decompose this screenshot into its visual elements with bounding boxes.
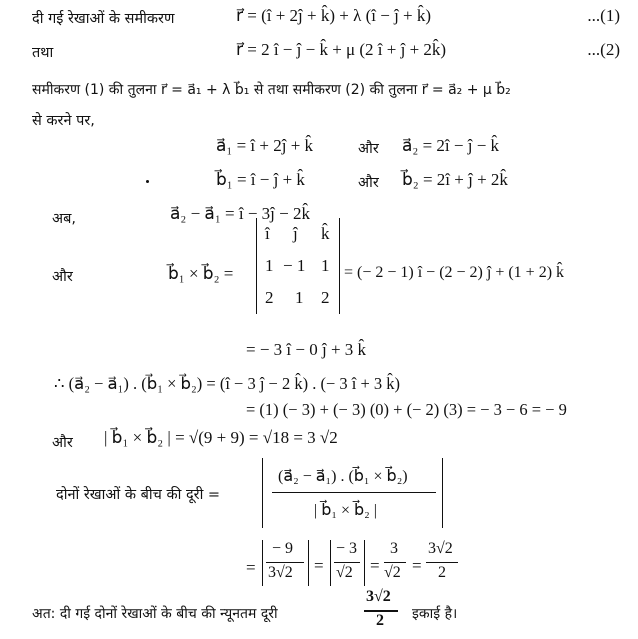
stray-dot bbox=[146, 180, 149, 183]
det-cell: 1 bbox=[295, 288, 304, 307]
abs-bar bbox=[262, 540, 263, 586]
det-cell: 2 bbox=[321, 288, 330, 307]
abs-bar bbox=[364, 540, 365, 586]
dot-product-result: = (1) (− 3) + (− 3) (0) + (− 2) (3) = − 3 − 6 = − 9 bbox=[246, 400, 567, 419]
abs-bar bbox=[330, 540, 331, 586]
frac3-den: √2 bbox=[384, 564, 401, 581]
frac1-num: − 9 bbox=[272, 540, 294, 557]
b2-vector: b⃗₂ = 2î + ĵ + 2k̂ bbox=[402, 170, 508, 189]
equals-sign: = bbox=[412, 556, 422, 575]
a2-vector: a⃗₂ = 2î − ĵ − k̂ bbox=[402, 136, 500, 155]
equals-sign: = bbox=[314, 556, 324, 575]
det-cell: 2 bbox=[265, 288, 274, 307]
b1-vector: b⃗₁ = î − ĵ + k̂ bbox=[216, 170, 305, 189]
a2-minus-a1: a⃗₂ − a⃗₁ = î − 3ĵ − 2k̂ bbox=[170, 204, 310, 223]
frac4-bar bbox=[426, 562, 458, 563]
conclusion-frac-num: 3√2 bbox=[366, 588, 391, 605]
aur-text-2: और bbox=[358, 175, 379, 191]
conclusion-unit-text: इकाई है। bbox=[412, 606, 458, 622]
cross-product-lhs: b⃗₁ × b⃗₂ = bbox=[168, 264, 234, 283]
frac1-bar bbox=[266, 562, 304, 563]
dot-product-line: ∴ (a⃗₂ − a⃗₁) . (b⃗₁ × b⃗₂) = (î − 3 ĵ − 2 k̂) . (− 3 î + 3 k̂) bbox=[54, 374, 401, 393]
abs-bar-right bbox=[442, 458, 443, 528]
frac3-num: 3 bbox=[390, 540, 398, 557]
comparison-text-cont: से करने पर, bbox=[32, 113, 95, 129]
ab-text: अब, bbox=[52, 211, 76, 227]
frac2-bar bbox=[334, 562, 360, 563]
line-equation-2: r⃗ = 2 î − ĵ − k̂ + μ (2 î + ĵ + 2k̂) bbox=[236, 40, 447, 59]
equation-number-1: ...(1) bbox=[587, 6, 620, 25]
cross-product-expansion: = (− 2 − 1) î − (2 − 2) ĵ + (1 + 2) k̂ bbox=[344, 264, 565, 281]
equation-number-2: ...(2) bbox=[587, 40, 620, 59]
det-cell: î bbox=[265, 224, 270, 243]
distance-label: दोनों रेखाओं के बीच की दूरी = bbox=[56, 487, 221, 503]
comparison-text: समीकरण (1) की तुलना r⃗ = a⃗₁ + λ b⃗₁ से तथा समीकरण (2) की तुलना r⃗ = a⃗₂ + μ b⃗₂ bbox=[32, 82, 511, 98]
conclusion-text: अत: दी गई दोनों रेखाओं के बीच की न्यूनतम दूरी bbox=[32, 606, 278, 622]
equations-intro-text: दी गई रेखाओं के समीकरण bbox=[32, 11, 175, 27]
abs-bar bbox=[308, 540, 309, 586]
aur-text-3: और bbox=[52, 269, 73, 285]
aur-text-4: और bbox=[52, 435, 73, 451]
abs-bar-left bbox=[262, 458, 263, 528]
magnitude-line: | b⃗₁ × b⃗₂ | = √(9 + 9) = √18 = 3 √2 bbox=[104, 428, 338, 447]
conclusion-frac-den: 2 bbox=[376, 612, 384, 629]
frac3-bar bbox=[384, 562, 406, 563]
equals-sign: = bbox=[370, 556, 380, 575]
tatha-text: तथा bbox=[32, 45, 54, 61]
line-equation-1: r⃗ = (î + 2ĵ + k̂) + λ (î − ĵ + k̂) bbox=[236, 6, 432, 25]
equals-sign: = bbox=[246, 558, 256, 577]
distance-denominator: | b⃗₁ × b⃗₂ | bbox=[314, 502, 377, 519]
distance-numerator: (a⃗₂ − a⃗₁) . (b⃗₁ × b⃗₂) bbox=[278, 468, 408, 485]
fraction-bar bbox=[272, 492, 436, 493]
frac4-den: 2 bbox=[438, 564, 446, 581]
det-cell: k̂ bbox=[321, 224, 330, 243]
frac2-num: − 3 bbox=[336, 540, 358, 557]
frac4-num: 3√2 bbox=[428, 540, 453, 557]
frac1-den: 3√2 bbox=[268, 564, 293, 581]
det-cell: − 1 bbox=[283, 256, 306, 275]
frac2-den: √2 bbox=[336, 564, 353, 581]
cross-product-determinant bbox=[256, 218, 340, 314]
det-cell: 1 bbox=[321, 256, 330, 275]
det-cell: 1 bbox=[265, 256, 274, 275]
det-cell: ĵ bbox=[293, 224, 298, 243]
aur-text-1: और bbox=[358, 141, 379, 157]
cross-product-result: = − 3 î − 0 ĵ + 3 k̂ bbox=[246, 340, 367, 359]
a1-vector: a⃗₁ = î + 2ĵ + k̂ bbox=[216, 136, 314, 155]
